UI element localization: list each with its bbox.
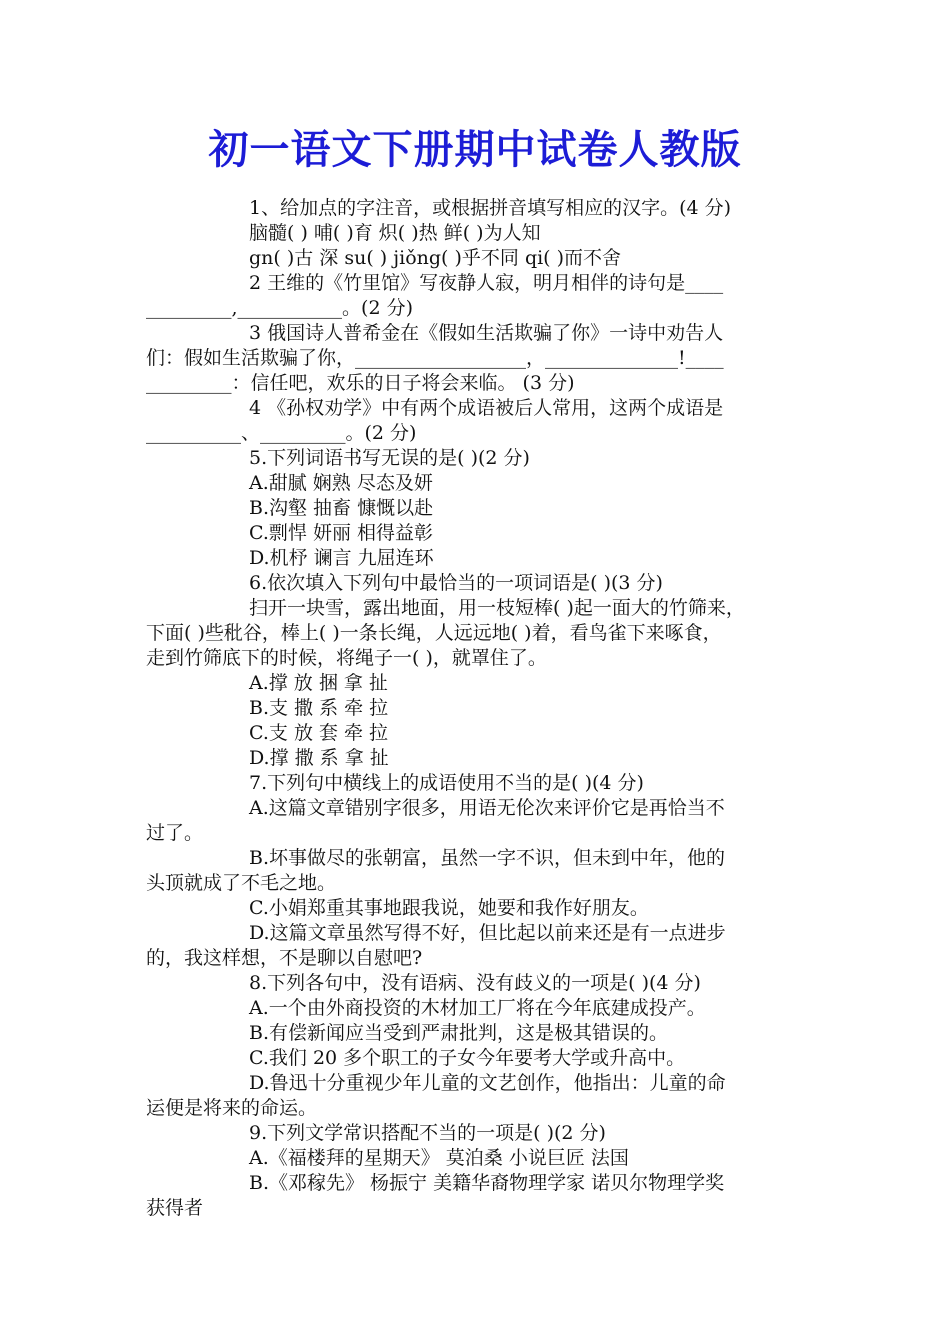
text-line: B.《邓稼先》 杨振宁 美籍华裔物理学家 诺贝尔物理学奖 (249, 1172, 725, 1194)
text-line: D.机杼 谰言 九屈连环 (249, 547, 434, 569)
text-line: 1、给加点的字注音，或根据拼音填写相应的汉字。(4 分) (249, 197, 732, 219)
text-line: B.支 撒 系 牵 拉 (249, 697, 389, 719)
text-line: 7.下列句中横线上的成语使用不当的是( )(4 分) (249, 772, 644, 794)
text-line: D.鲁迅十分重视少年儿童的文艺创作，他指出：儿童的命 (249, 1072, 726, 1094)
text-line: 头顶就成了不毛之地。 (146, 872, 337, 894)
text-line: B.有偿新闻应当受到严肃批判，这是极其错误的。 (249, 1022, 669, 1044)
document-title: 初一语文下册期中试卷人教版 (208, 126, 742, 173)
text-line: A.撑 放 捆 拿 扯 (249, 672, 388, 694)
text-line: D.撑 撒 系 拿 扯 (249, 747, 389, 769)
text-line: 们：假如生活欺骗了你，__________________，______________!____ (146, 347, 724, 369)
text-line: 3 俄国诗人普希金在《假如生活欺骗了你》一诗中劝告人 (249, 322, 724, 344)
text-line: 6.依次填入下列句中最恰当的一项词语是( )(3 分) (249, 572, 663, 594)
text-line: 运便是将来的命运。 (146, 1097, 318, 1119)
text-line: A.这篇文章错别字很多，用语无伦次来评价它是再恰当不 (249, 797, 725, 819)
text-line: 获得者 (146, 1197, 204, 1219)
text-line: _________：信任吧，欢乐的日子将会来临。 (3 分) (146, 372, 575, 394)
text-line: 的，我这样想，不是聊以自慰吧? (146, 947, 423, 969)
text-line: 9.下列文学常识搭配不当的一项是( )(2 分) (249, 1122, 606, 1144)
text-line: 扫开一块雪，露出地面，用一枝短棒( )起一面大的竹筛来， (249, 597, 745, 619)
text-line: 过了。 (146, 822, 204, 844)
text-line: D.这篇文章虽然写得不好，但比起以前来还是有一点进步 (249, 922, 726, 944)
text-line: 4 《孙权劝学》中有两个成语被后人常用，这两个成语是 (249, 397, 724, 419)
text-line: C.支 放 套 牵 拉 (249, 722, 389, 744)
text-line: 5.下列词语书写无误的是( )(2 分) (249, 447, 530, 469)
text-line: _________,___________。(2 分) (146, 297, 413, 319)
text-line: 8.下列各句中，没有语病、没有歧义的一项是( )(4 分) (249, 972, 701, 994)
text-line: A.甜腻 娴熟 尽态及妍 (249, 472, 433, 494)
text-line: A.《福楼拜的星期天》 莫泊桑 小说巨匠 法国 (249, 1147, 629, 1169)
text-line: C.我们 20 多个职工的子女今年要考大学或升高中。 (249, 1047, 686, 1069)
text-line: 2 王维的《竹里馆》写夜静人寂，明月相伴的诗句是____ (249, 272, 724, 294)
text-line: 脑髓( ) 哺( )育 炽( )热 鲜( )为人知 (249, 222, 541, 244)
text-line: 走到竹筛底下的时候，将绳子一( )，就罩住了。 (146, 647, 547, 669)
text-line: gn( )古 深 su( ) jiǒng( )乎不同 qi( )而不舍 (249, 247, 622, 269)
text-line: 下面( )些秕谷，棒上( )一条长绳，人远远地( )着，看鸟雀下来啄食， (146, 622, 722, 644)
text-line: C.小娟郑重其事地跟我说，她要和我作好朋友。 (249, 897, 649, 919)
text-line: __________、_________。(2 分) (146, 422, 417, 444)
text-line: B.沟壑 抽畜 慷慨以赴 (249, 497, 434, 519)
text-line: B.坏事做尽的张朝富，虽然一字不识，但未到中年，他的 (249, 847, 726, 869)
text-line: C.剽悍 妍丽 相得益彰 (249, 522, 433, 544)
document-body (146, 196, 818, 1221)
text-line: A.一个由外商投资的木材加工厂将在今年底建成投产。 (249, 997, 706, 1019)
